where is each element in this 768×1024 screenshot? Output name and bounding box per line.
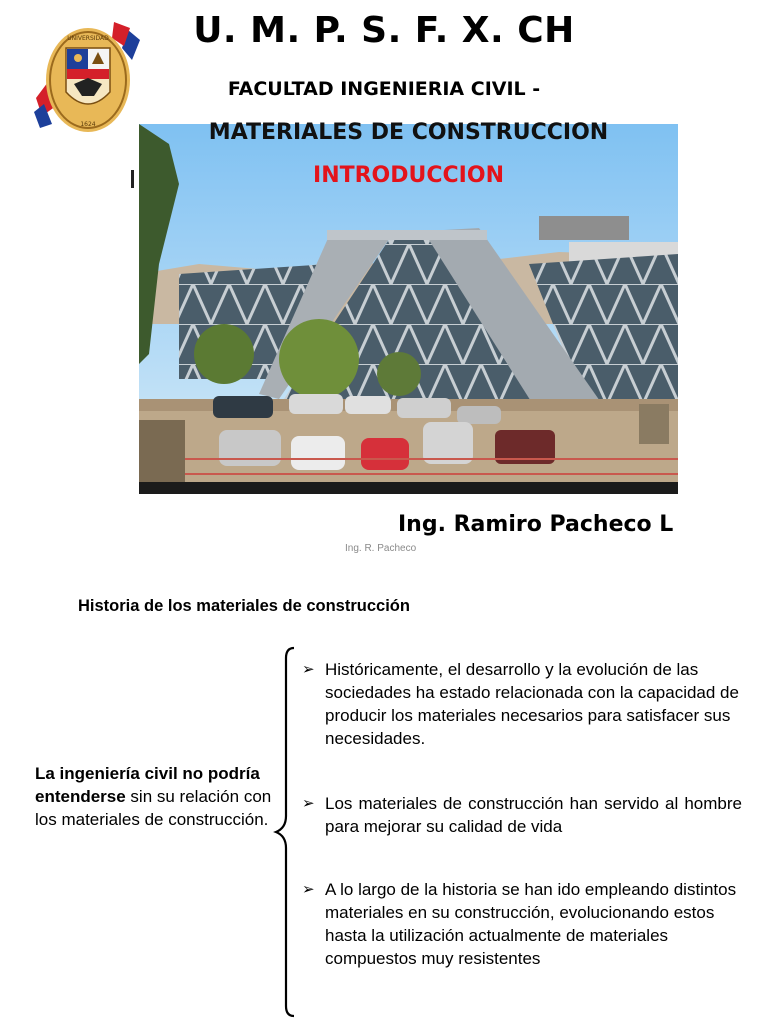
- bullet-text: Los materiales de construcción han servido al hombre para mejorar su calidad de vida: [325, 794, 742, 836]
- left-statement-rest: sin su relación con los materiales de construcción.: [35, 787, 272, 829]
- curly-brace-icon: [268, 646, 298, 1018]
- university-title: U. M. P. S. F. X. CH: [193, 10, 575, 51]
- left-statement: [35, 762, 275, 831]
- topic-title: INTRODUCCION: [313, 163, 504, 188]
- list-item: [302, 792, 742, 838]
- slide-footer: Ing. R. Pacheco: [345, 543, 417, 554]
- left-statement-bold: La ingeniería civil no podría entenderse: [35, 764, 260, 806]
- svg-text:UNIVERSIDAD: UNIVERSIDAD: [67, 35, 109, 42]
- bullet-text: A lo largo de la historia se han ido empleando distintos materiales en su construcción, evolucionando estos hasta la utilización actualmente de materiales compuestos muy resistentes: [325, 880, 737, 968]
- course-title: MATERIALES DE CONSTRUCCION: [208, 120, 609, 145]
- list-item: [302, 878, 742, 970]
- section-title: Historia de los materiales de construcción: [78, 597, 410, 615]
- arrow-bullet-icon: ➢: [302, 795, 315, 812]
- faculty-title: FACULTAD INGENIERIA CIVIL -: [227, 78, 541, 100]
- bullet-text: Históricamente, el desarrollo y la evolución de las sociedades ha estado relacionada con la capacidad de producir los materiales necesarios para satisfacer sus necesidades.: [325, 660, 739, 748]
- text-cursor-mark: [131, 170, 134, 188]
- svg-text:1624: 1624: [80, 121, 96, 128]
- arrow-bullet-icon: ➢: [302, 661, 315, 678]
- list-item: [302, 658, 742, 750]
- author-name: Ing. Ramiro Pacheco L: [398, 512, 674, 537]
- arrow-bullet-icon: ➢: [302, 881, 315, 898]
